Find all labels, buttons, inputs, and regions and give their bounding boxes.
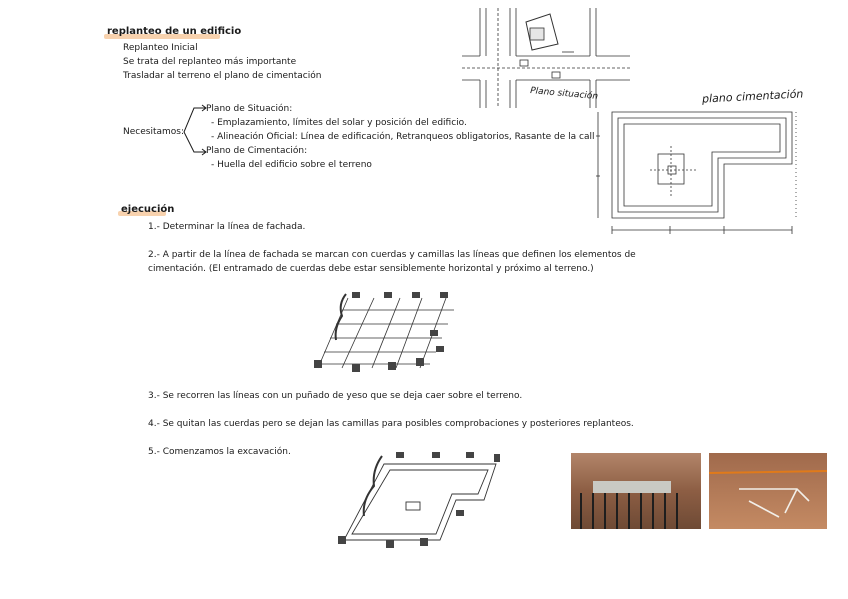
situacion-caption: Plano situación [529,86,599,102]
step-2-line-2: cimentación. (El entramado de cuerdas debe estar sensiblemente horizontal y próximo al terreno.) [148,264,594,274]
excavation-drawing [336,452,504,550]
intro-line-1: Replanteo Inicial [123,43,198,53]
intro-line-2: Se trata del replanteo más importante [123,57,297,67]
section-heading-replanteo: replanteo de un edificio [107,26,242,37]
intro-line-3: Trasladar al terreno el plano de cimentación [123,71,322,81]
step-4: 4.- Se quitan las cuerdas pero se dejan las camillas para posibles comprobaciones y posteriores replanteos. [148,419,634,429]
cimentacion-plan-drawing [596,106,800,238]
necesitamos-label: Necesitamos: [123,127,184,137]
step-5: 5.- Comenzamos la excavación. [148,447,291,457]
site-photo-2 [709,453,827,529]
string-layout-drawing [312,290,458,376]
step-1: 1.- Determinar la línea de fachada. [148,222,306,232]
site-photo-1 [571,453,701,529]
step-3: 3.- Se recorren las líneas con un puñado de yeso que se deja caer sobre el terreno. [148,391,523,401]
cimentacion-item-1: - Huella del edificio sobre el terreno [211,160,372,170]
situacion-item-2: - Alineación Oficial: Línea de edificación, Retranqueos obligatorios, Rasante de la call [211,132,595,142]
situacion-item-1: - Emplazamiento, límites del solar y posición del edificio. [211,118,467,128]
section-heading-ejecucion: ejecución [121,204,175,215]
cimentacion-caption: plano cimentación [701,87,804,106]
plano-cimentacion-label: Plano de Cimentación: [206,146,308,156]
plano-situacion-label: Plano de Situación: [206,104,293,114]
step-2-line-1: 2.- A partir de la línea de fachada se marcan con cuerdas y camillas las líneas que definen los elementos de [148,250,636,260]
